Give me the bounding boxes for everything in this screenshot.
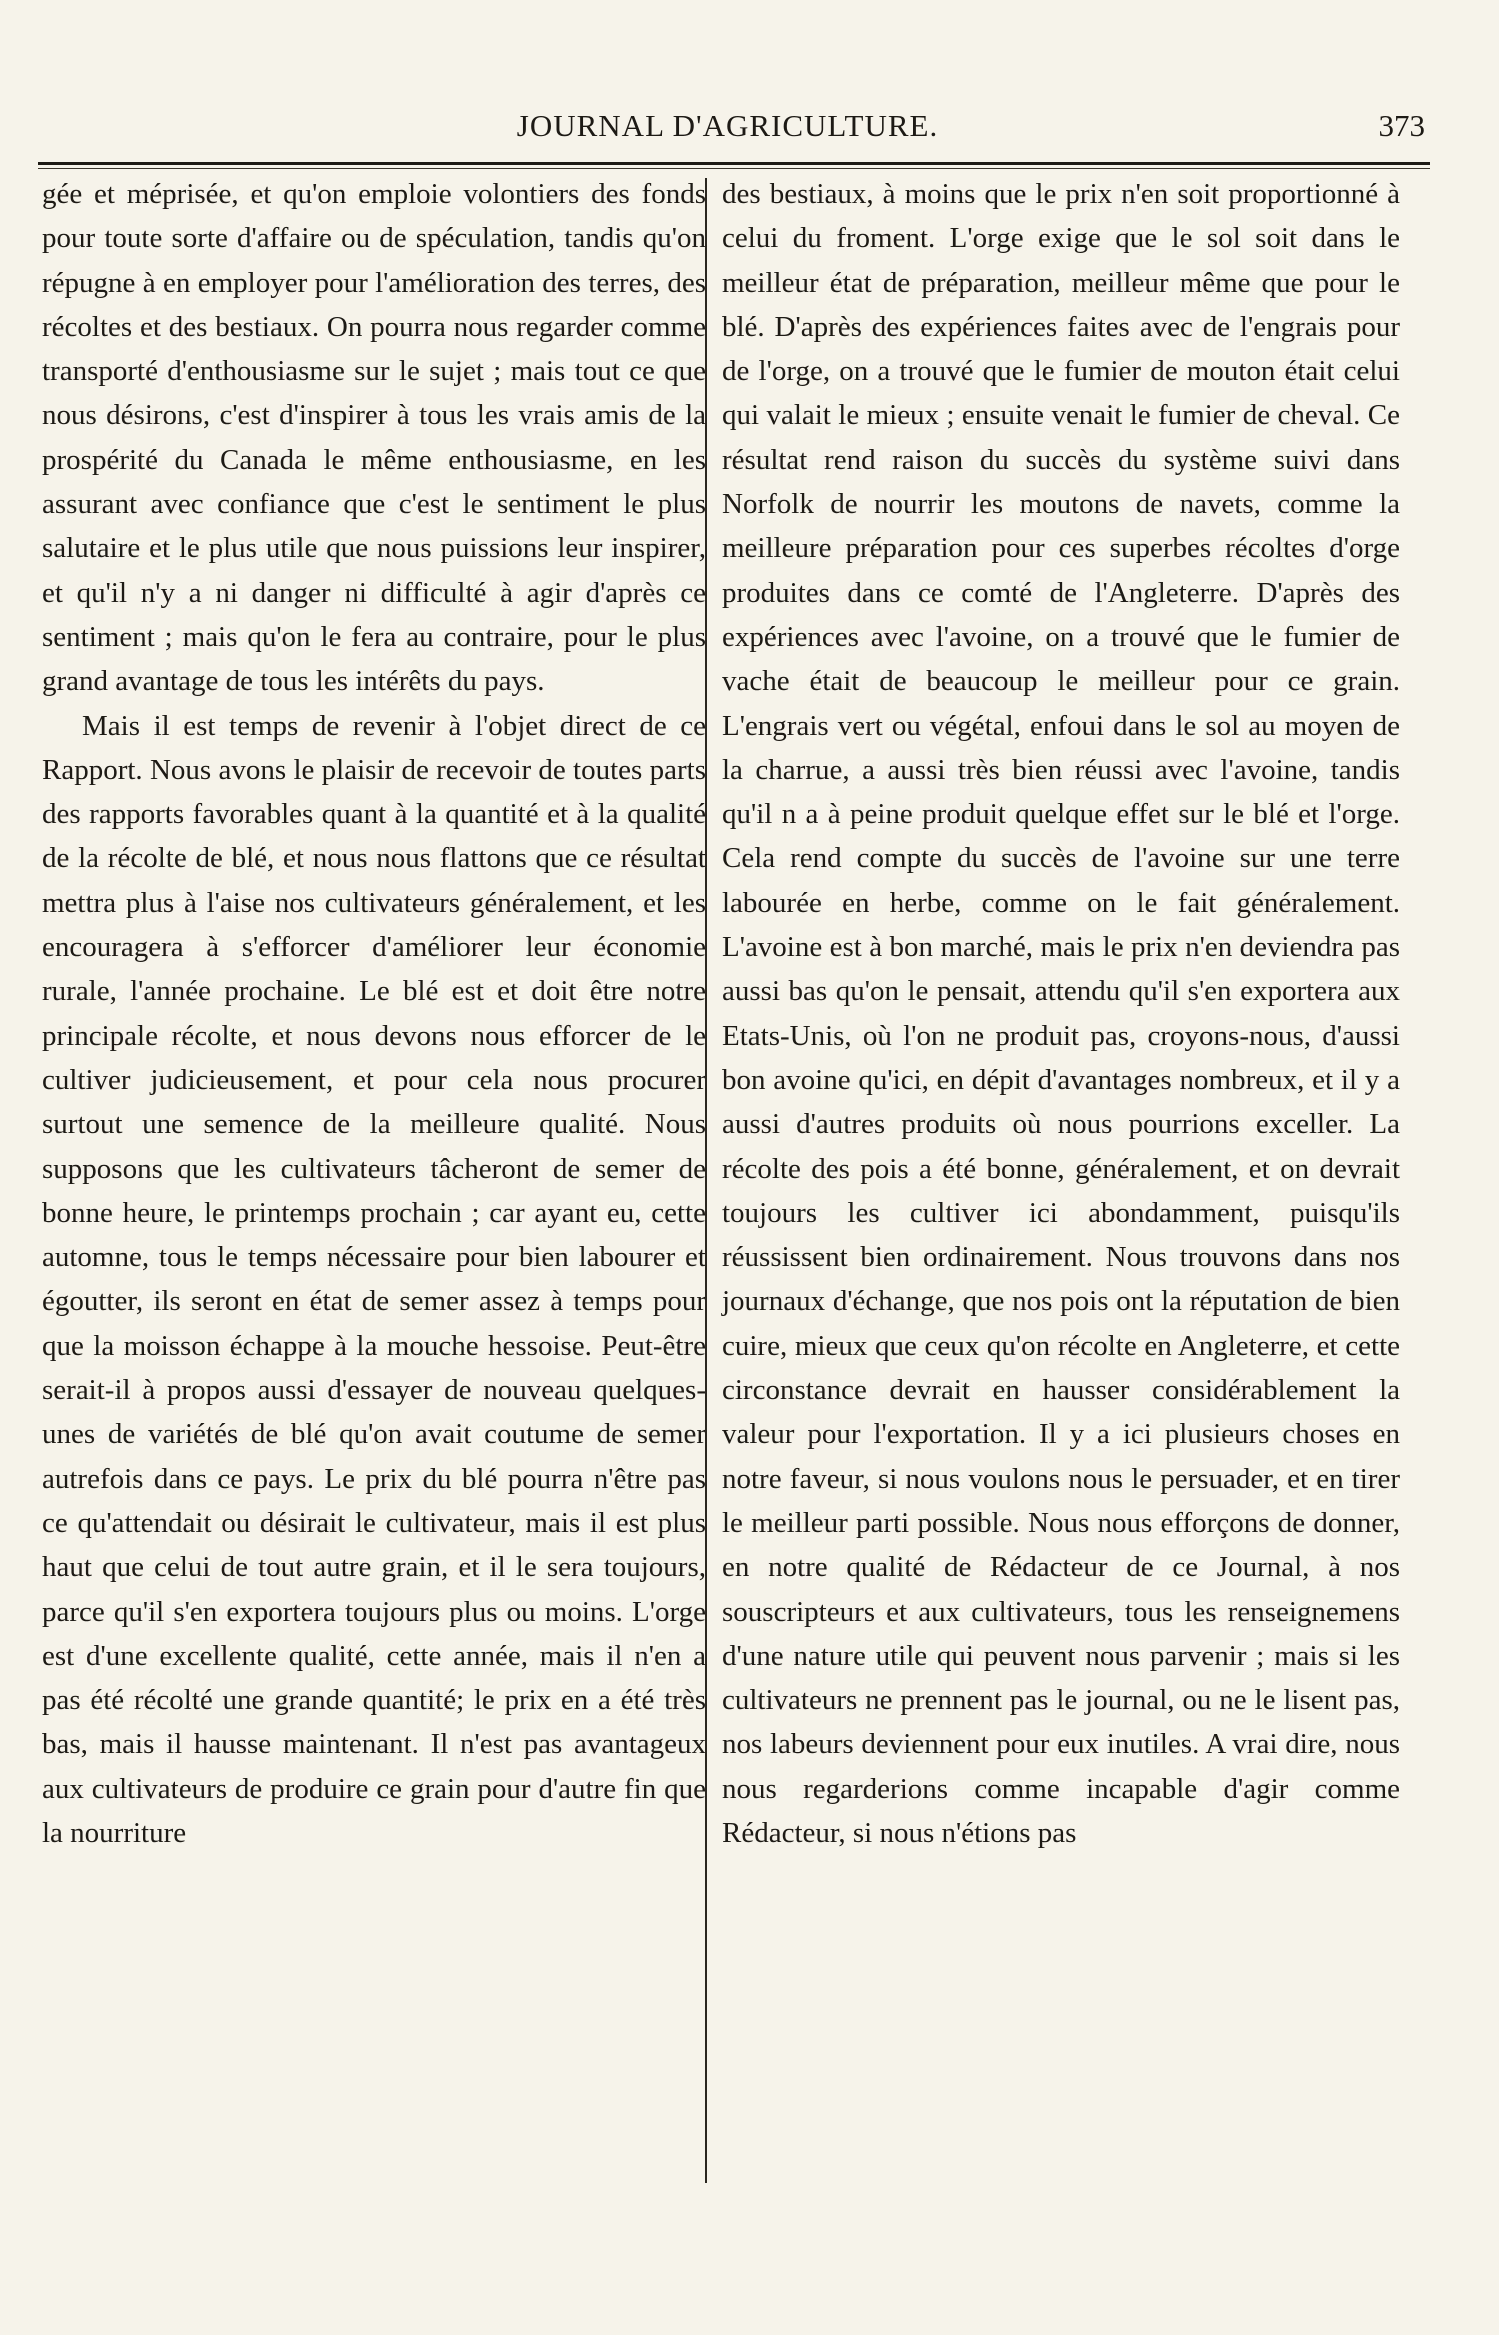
left-paragraph-2: Mais il est temps de revenir à l'objet direct de ce Rapport. Nous avons le plaisir de recevoir de toutes parts des rapports favorables quant à la quantité et à la qualité de la récolte de blé, et nous nous flattons que ce résultat mettra plus à l'aise nos cultivateurs généralement, et les encouragera à s'efforcer d'améliorer leur économie rurale, l'année prochaine. Le blé est et doit être notre principale récolte, et nous devons nous efforcer de le cultiver judicieusement, et pour cela nous procurer surtout une semence de la meilleure qualité. Nous supposons que les cultivateurs tâcheront de semer de bonne heure, le printemps prochain ; car ayant eu, cette automne, tous le temps nécessaire pour bien labourer et égoutter, ils seront en état de semer assez à temps pour que la moisson échappe à la mouche hessoise. Peut-être serait-il à propos aussi d'essayer de nouveau quelques-unes de variétés de blé qu'on avait coutume de semer autrefois dans ce pays. Le prix du blé pourra n'être pas ce qu'attendait ou désirait le cultivateur, mais il est plus haut que celui de tout autre grain, et il le sera toujours, parce qu'il s'en exportera toujours plus ou moins. L'orge est d'une excellente qualité, cette année, mais il n'en a pas été récolté une grande quantité; le prix en a été très bas, mais il hausse maintenant. Il n'est pas avantageux aux cultivateurs de produire ce grain pour d'autre fin que la nourriture xyxy=(42,709,706,1849)
page-number: 373 xyxy=(1378,108,1425,143)
journal-title: JOURNAL D'AGRICULTURE. xyxy=(516,108,939,143)
right-column xyxy=(722,172,1400,1855)
running-header xyxy=(30,108,1425,148)
header-rule xyxy=(38,162,1430,165)
left-paragraph-1: gée et méprisée, et qu'on emploie volontiers des fonds pour toute sorte d'affaire ou de spéculation, tandis qu'on répugne à en employer pour l'amélioration des terres, des récoltes et des bestiaux. On pourra nous regarder comme transporté d'enthousiasme sur le sujet ; mais tout ce que nous désirons, c'est d'inspirer à tous les vrais amis de la prospérité du Canada le même enthousiasme, en les assurant avec confiance que c'est le sentiment le plus salutaire et le plus utile que nous puissions leur inspirer, et qu'il n'y a ni danger ni difficulté à agir d'après ce sentiment ; mais qu'on le fera au contraire, pour le plus grand avantage de tous les intérêts du pays. xyxy=(42,178,706,698)
header-rule-thin xyxy=(38,168,1430,169)
column-divider xyxy=(705,178,707,2183)
left-column xyxy=(42,172,706,1855)
right-paragraph-1: des bestiaux, à moins que le prix n'en soit proportionné à celui du froment. L'orge exige que le sol soit dans le meilleur état de préparation, meilleur même que pour le blé. D'après des expériences faites avec de l'engrais pour de l'orge, on a trouvé que le fumier de mouton était celui qui valait le mieux ; ensuite venait le fumier de cheval. Ce résultat rend raison du succès du système suivi dans Norfolk de nourrir les moutons de navets, comme la meilleure préparation pour ces superbes récoltes d'orge produites dans ce comté de l'Angleterre. D'après des expériences avec l'avoine, on a trouvé que le fumier de vache était de beaucoup le meilleur pour ce grain. L'engrais vert ou végétal, enfoui dans le sol au moyen de la charrue, a aussi très bien réussi avec l'avoine, tandis qu'il n a à peine produit quelque effet sur le blé et l'orge. Cela rend compte du succès de l'avoine sur une terre labourée en herbe, comme on le fait généralement. L'avoine est à bon marché, mais le prix n'en deviendra pas aussi bas qu'on le pensait, attendu qu'il s'en exportera aux Etats-Unis, où l'on ne produit pas, croyons-nous, d'aussi bon avoine qu'ici, en dépit d'avantages nombreux, et il y a aussi d'autres produits où nous pourrions exceller. La récolte des pois a été bonne, généralement, et on devrait toujours les cultiver ici abondamment, puisqu'ils réussissent bien ordinairement. Nous trouvons dans nos journaux d'échange, que nos pois ont la réputation de bien cuire, mieux que ceux qu'on récolte en Angleterre, et cette circonstance devrait en hausser considérablement la valeur pour l'exportation. Il y a ici plusieurs choses en notre faveur, si nous voulons nous le persuader, et en tirer le meilleur parti possible. Nous nous efforçons de donner, en notre qualité de Rédacteur de ce Journal, à nos souscripteurs et aux cultivateurs, tous les renseignemens d'une nature utile qui peuvent nous parvenir ; mais si les cultivateurs ne prennent pas le journal, ou ne le lisent pas, nos labeurs deviennent pour eux inutiles. A vrai dire, nous nous regarderions comme incapable d'agir comme Rédacteur, si nous n'étions pas xyxy=(722,178,1400,1849)
